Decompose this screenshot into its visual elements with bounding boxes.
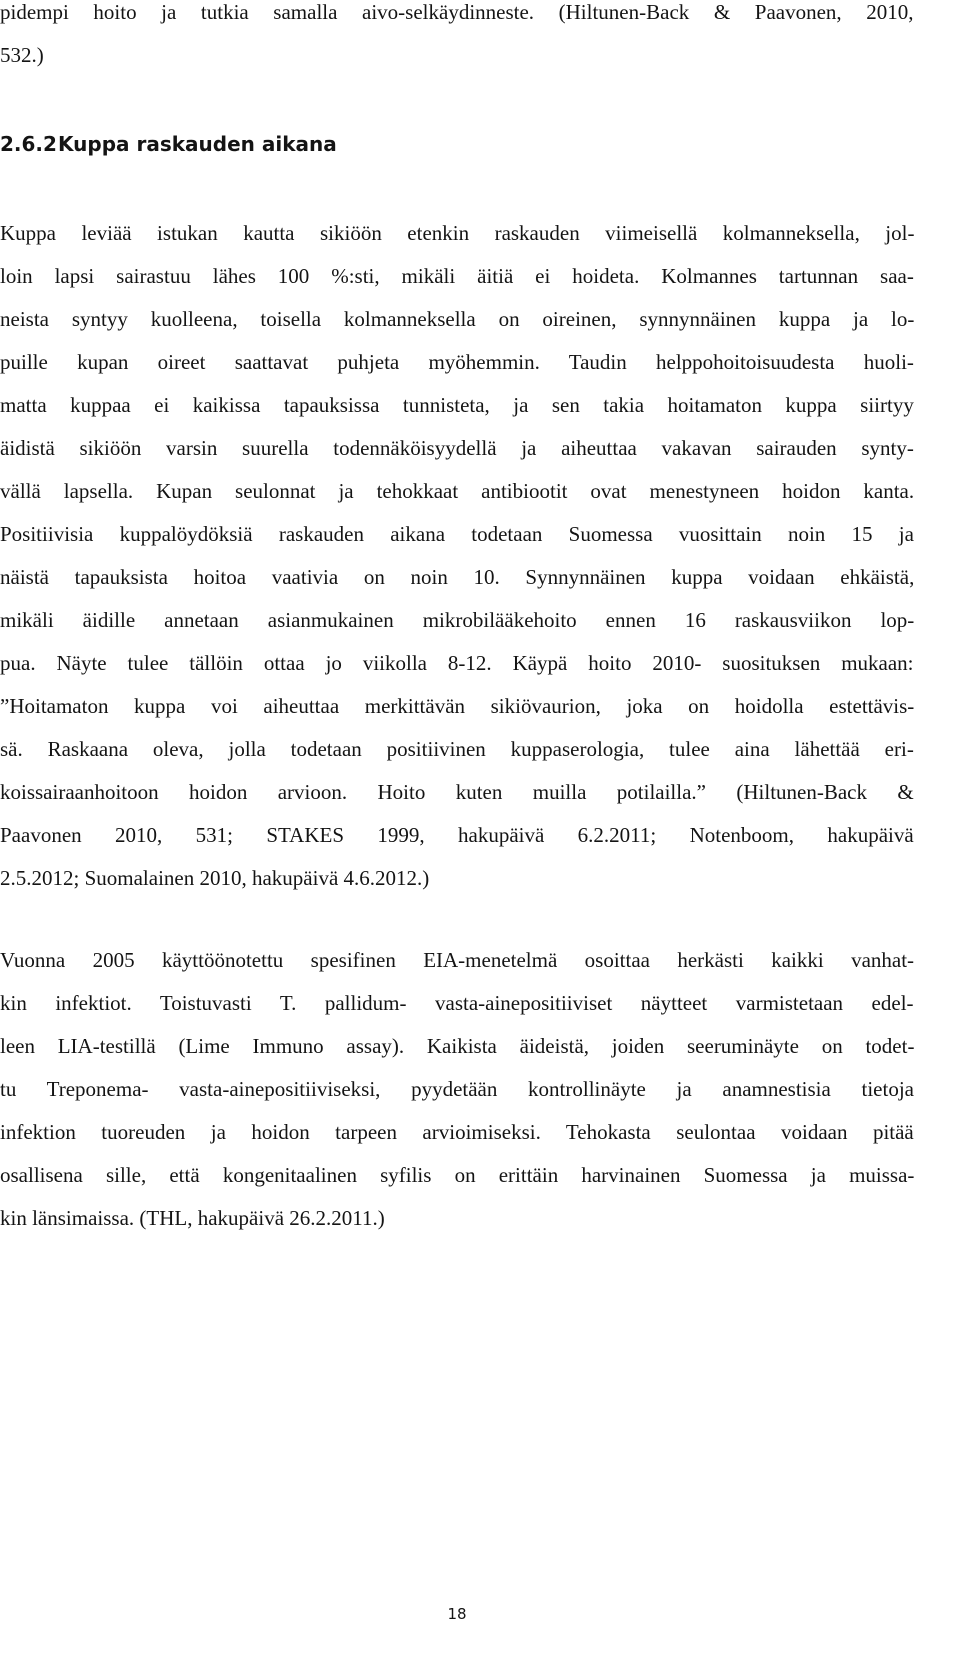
- paragraph-line: näistä tapauksista hoitoa vaativia on noin 10. Synnynnäinen kuppa voidaan ehkäistä,: [0, 565, 915, 589]
- paragraph-line: osallisena sille, että kongenitaalinen syfilis on erittäin harvinainen Suomessa ja muissa-: [0, 1163, 915, 1187]
- intro-line-1: pidempi hoito ja tutkia samalla aivo-selkäydinneste. (Hiltunen-Back & Paavonen, 2010,: [0, 0, 914, 24]
- paragraph-line: Paavonen 2010, 531; STAKES 1999, hakupäivä 6.2.2011; Notenboom, hakupäivä: [0, 823, 914, 847]
- paragraph-line: Kuppa leviää istukan kautta sikiöön etenkin raskauden viimeisellä kolmanneksella, jol-: [0, 221, 915, 245]
- section-number: 2.6.2: [0, 132, 57, 156]
- paragraph-line: vällä lapsella. Kupan seulonnat ja tehokkaat antibiootit ovat menestyneen hoidon kanta.: [0, 479, 915, 503]
- paragraph-line: Vuonna 2005 käyttöönotettu spesifinen EIA-menetelmä osoittaa herkästi kaikki vanhat-: [0, 948, 915, 972]
- paragraph-line: mikäli äidille annetaan asianmukainen mikrobilääkehoito ennen 16 raskausviikon lop-: [0, 608, 915, 632]
- paragraph-line: kin länsimaissa. (THL, hakupäivä 26.2.2011.): [0, 1206, 385, 1230]
- section-heading: [0, 132, 337, 156]
- paragraph-line: puille kupan oireet saattavat puhjeta myöhemmin. Taudin helppohoitoisuudesta huoli-: [0, 350, 914, 374]
- section-title: Kuppa raskauden aikana: [58, 132, 337, 156]
- paragraph-line: pua. Näyte tulee tällöin ottaa jo viikolla 8-12. Käypä hoito 2010- suosituksen mukaan:: [0, 651, 914, 675]
- paragraph-line: sä. Raskaana oleva, jolla todetaan positiivinen kuppaserologia, tulee aina lähettää eri-: [0, 737, 914, 761]
- page-number: 18: [447, 1605, 467, 1623]
- paragraph-line: neista syntyy kuolleena, toisella kolmanneksella on oireinen, synnynnäinen kuppa ja lo-: [0, 307, 915, 331]
- paragraph-line: 2.5.2012; Suomalainen 2010, hakupäivä 4.6.2012.): [0, 866, 430, 890]
- paragraph-line: Positiivisia kuppalöydöksiä raskauden aikana todetaan Suomessa vuosittain noin 15 ja: [0, 522, 914, 546]
- paragraph-line: leen LIA-testillä (Lime Immuno assay). Kaikista äideistä, joiden seeruminäyte on todet-: [0, 1034, 915, 1058]
- paragraph-line: koissairaanhoitoon hoidon arvioon. Hoito kuten muilla potilailla.” (Hiltunen-Back &: [0, 780, 914, 804]
- intro-line-2: 532.): [0, 43, 44, 67]
- paragraph-line: infektion tuoreuden ja hoidon tarpeen arvioimiseksi. Tehokasta seulontaa voidaan pitää: [0, 1120, 914, 1144]
- paragraph-line: kin infektiot. Toistuvasti T. pallidum- vasta-ainepositiiviset näytteet varmistetaan edel-: [0, 991, 914, 1015]
- paragraph-line: tu Treponema- vasta-ainepositiiviseksi, pyydetään kontrollinäyte ja anamnestisia tietoja: [0, 1077, 914, 1101]
- paragraph-line: matta kuppaa ei kaikissa tapauksissa tunnisteta, ja sen takia hoitamaton kuppa siirtyy: [0, 393, 914, 417]
- paragraph-line: äidistä sikiöön varsin suurella todennäköisyydellä ja aiheuttaa vakavan sairauden synty-: [0, 436, 914, 460]
- paragraph-line: ”Hoitamaton kuppa voi aiheuttaa merkittävän sikiövaurion, joka on hoidolla estettävis-: [0, 694, 915, 718]
- paragraph-line: loin lapsi sairastuu lähes 100 %:sti, mikäli äitiä ei hoideta. Kolmannes tartunnan saa-: [0, 264, 914, 288]
